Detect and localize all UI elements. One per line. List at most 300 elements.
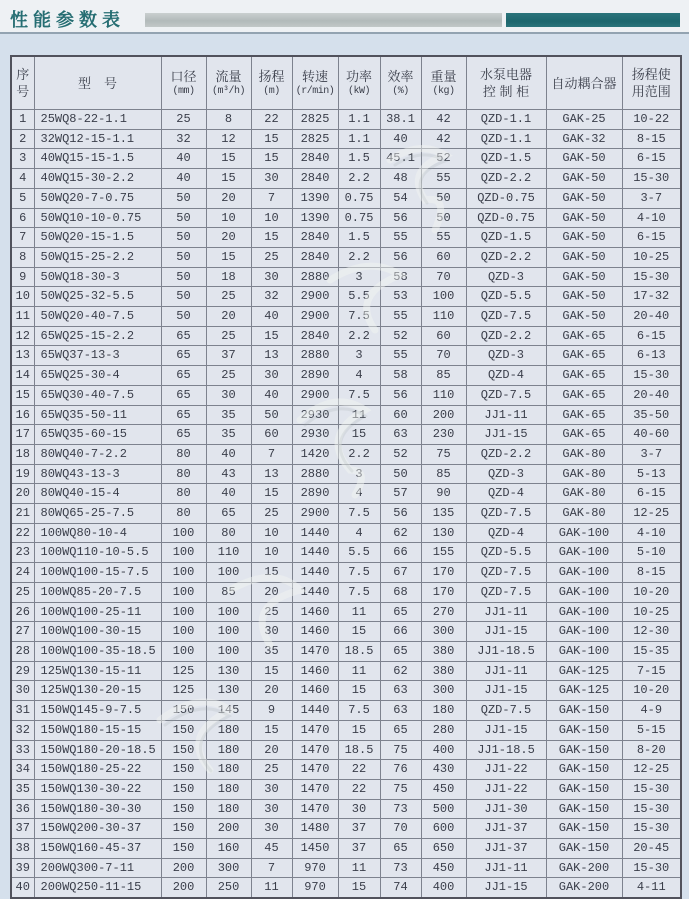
cell-flow: 160 — [206, 839, 251, 859]
table-row — [11, 602, 681, 622]
cell-coupler: GAK-150 — [546, 740, 622, 760]
cell-diameter: 150 — [161, 760, 206, 780]
cell-cabinet: JJ1-11 — [466, 661, 546, 681]
column-header-index — [11, 56, 34, 110]
cell-diameter: 25 — [161, 110, 206, 130]
cell-diameter: 65 — [161, 405, 206, 425]
table-row — [11, 169, 681, 189]
cell-diameter: 150 — [161, 819, 206, 839]
cell-head: 13 — [251, 464, 292, 484]
cell-model: 150WQ130-30-22 — [34, 779, 161, 799]
cell-speed: 1480 — [292, 819, 338, 839]
cell-speed: 1440 — [292, 563, 338, 583]
cell-coupler: GAK-150 — [546, 799, 622, 819]
cell-index: 17 — [11, 425, 34, 445]
cell-model: 100WQ100-35-18.5 — [34, 641, 161, 661]
cell-power: 15 — [338, 878, 380, 898]
cell-model: 200WQ300-7-11 — [34, 858, 161, 878]
cell-cabinet: QZD-3 — [466, 464, 546, 484]
cell-flow: 300 — [206, 858, 251, 878]
table-row — [11, 149, 681, 169]
cell-model: 50WQ10-10-0.75 — [34, 208, 161, 228]
cell-coupler: GAK-200 — [546, 878, 622, 898]
cell-model: 80WQ40-15-4 — [34, 484, 161, 504]
cell-cabinet: QZD-1.1 — [466, 110, 546, 130]
cell-diameter: 150 — [161, 740, 206, 760]
cell-efficiency: 63 — [380, 425, 421, 445]
cell-power: 37 — [338, 819, 380, 839]
cell-head: 15 — [251, 326, 292, 346]
cell-range: 4-10 — [622, 523, 681, 543]
cell-head: 20 — [251, 740, 292, 760]
cell-speed: 2840 — [292, 247, 338, 267]
cell-efficiency: 67 — [380, 563, 421, 583]
cell-head: 45 — [251, 839, 292, 859]
cell-coupler: GAK-50 — [546, 228, 622, 248]
cell-weight: 450 — [421, 858, 466, 878]
cell-model: 50WQ18-30-3 — [34, 267, 161, 287]
column-header-diameter — [161, 56, 206, 110]
cell-index: 39 — [11, 858, 34, 878]
cell-flow: 37 — [206, 346, 251, 366]
cell-index: 38 — [11, 839, 34, 859]
cell-efficiency: 52 — [380, 326, 421, 346]
cell-flow: 180 — [206, 779, 251, 799]
cell-power: 5.5 — [338, 543, 380, 563]
table-head — [11, 56, 681, 110]
table-row — [11, 444, 681, 464]
cell-index: 18 — [11, 444, 34, 464]
cell-head: 30 — [251, 799, 292, 819]
cell-coupler: GAK-65 — [546, 326, 622, 346]
cell-weight: 300 — [421, 622, 466, 642]
cell-speed: 2880 — [292, 464, 338, 484]
cell-power: 2.2 — [338, 444, 380, 464]
cell-cabinet: JJ1-11 — [466, 602, 546, 622]
cell-coupler: GAK-50 — [546, 287, 622, 307]
cell-cabinet: JJ1-11 — [466, 858, 546, 878]
cell-index: 11 — [11, 307, 34, 327]
cell-cabinet: JJ1-18.5 — [466, 740, 546, 760]
cell-index: 22 — [11, 523, 34, 543]
cell-flow: 100 — [206, 622, 251, 642]
cell-index: 24 — [11, 563, 34, 583]
cell-index: 32 — [11, 720, 34, 740]
cell-model: 100WQ85-20-7.5 — [34, 582, 161, 602]
cell-diameter: 100 — [161, 563, 206, 583]
cell-speed: 2880 — [292, 346, 338, 366]
cell-head: 20 — [251, 582, 292, 602]
cell-coupler: GAK-100 — [546, 582, 622, 602]
cell-head: 15 — [251, 720, 292, 740]
cell-weight: 100 — [421, 287, 466, 307]
title-bar — [0, 0, 689, 34]
cell-head: 25 — [251, 504, 292, 524]
table-row — [11, 858, 681, 878]
table-row — [11, 760, 681, 780]
cell-head: 10 — [251, 208, 292, 228]
cell-index: 35 — [11, 779, 34, 799]
cell-coupler: GAK-80 — [546, 444, 622, 464]
cell-efficiency: 62 — [380, 523, 421, 543]
cell-flow: 15 — [206, 247, 251, 267]
cell-weight: 75 — [421, 444, 466, 464]
cell-cabinet: QZD-7.5 — [466, 504, 546, 524]
cell-range: 15-30 — [622, 267, 681, 287]
cell-efficiency: 65 — [380, 720, 421, 740]
cell-range: 10-20 — [622, 582, 681, 602]
cell-diameter: 150 — [161, 720, 206, 740]
cell-flow: 130 — [206, 681, 251, 701]
cell-weight: 85 — [421, 464, 466, 484]
cell-range: 6-15 — [622, 228, 681, 248]
table-row — [11, 622, 681, 642]
cell-model: 150WQ145-9-7.5 — [34, 701, 161, 721]
cell-power: 4 — [338, 366, 380, 386]
cell-efficiency: 68 — [380, 582, 421, 602]
cell-range: 6-13 — [622, 346, 681, 366]
table-row — [11, 582, 681, 602]
cell-model: 125WQ130-20-15 — [34, 681, 161, 701]
table-row — [11, 563, 681, 583]
cell-model: 65WQ37-13-3 — [34, 346, 161, 366]
cell-diameter: 32 — [161, 129, 206, 149]
cell-coupler: GAK-65 — [546, 346, 622, 366]
cell-speed: 2840 — [292, 326, 338, 346]
cell-index: 12 — [11, 326, 34, 346]
cell-index: 2 — [11, 129, 34, 149]
table-row — [11, 247, 681, 267]
cell-range: 15-30 — [622, 169, 681, 189]
column-header-power-line2: (kW) — [347, 85, 370, 97]
cell-flow: 100 — [206, 602, 251, 622]
cell-cabinet: QZD-1.5 — [466, 228, 546, 248]
cell-weight: 90 — [421, 484, 466, 504]
cell-model: 40WQ15-30-2.2 — [34, 169, 161, 189]
cell-speed: 1440 — [292, 523, 338, 543]
cell-model: 100WQ80-10-4 — [34, 523, 161, 543]
table-row — [11, 228, 681, 248]
cell-diameter: 150 — [161, 799, 206, 819]
cell-index: 30 — [11, 681, 34, 701]
cell-coupler: GAK-150 — [546, 819, 622, 839]
cell-speed: 2890 — [292, 484, 338, 504]
cell-weight: 600 — [421, 819, 466, 839]
cell-range: 6-15 — [622, 149, 681, 169]
cell-head: 11 — [251, 878, 292, 898]
cell-speed: 1470 — [292, 799, 338, 819]
table-row — [11, 287, 681, 307]
column-header-range — [622, 56, 681, 110]
title-stripe-gray — [145, 13, 502, 27]
cell-cabinet: QZD-7.5 — [466, 307, 546, 327]
cell-cabinet: QZD-7.5 — [466, 701, 546, 721]
cell-diameter: 150 — [161, 701, 206, 721]
cell-power: 15 — [338, 622, 380, 642]
cell-diameter: 65 — [161, 366, 206, 386]
cell-model: 80WQ43-13-3 — [34, 464, 161, 484]
cell-power: 11 — [338, 661, 380, 681]
cell-range: 12-25 — [622, 504, 681, 524]
cell-cabinet: QZD-1.5 — [466, 149, 546, 169]
cell-head: 15 — [251, 129, 292, 149]
cell-coupler: GAK-125 — [546, 681, 622, 701]
cell-diameter: 65 — [161, 326, 206, 346]
column-header-weight — [421, 56, 466, 110]
cell-head: 25 — [251, 760, 292, 780]
cell-cabinet: QZD-1.1 — [466, 129, 546, 149]
cell-flow: 40 — [206, 444, 251, 464]
cell-weight: 400 — [421, 878, 466, 898]
cell-efficiency: 48 — [380, 169, 421, 189]
cell-flow: 20 — [206, 188, 251, 208]
cell-diameter: 150 — [161, 779, 206, 799]
cell-speed: 1470 — [292, 779, 338, 799]
cell-diameter: 65 — [161, 346, 206, 366]
cell-index: 8 — [11, 247, 34, 267]
cell-coupler: GAK-50 — [546, 169, 622, 189]
cell-flow: 10 — [206, 208, 251, 228]
cell-speed: 1440 — [292, 582, 338, 602]
column-header-head-line1: 扬程 — [258, 68, 285, 84]
cell-index: 5 — [11, 188, 34, 208]
cell-efficiency: 60 — [380, 405, 421, 425]
cell-efficiency: 40 — [380, 129, 421, 149]
cell-index: 19 — [11, 464, 34, 484]
cell-flow: 12 — [206, 129, 251, 149]
cell-model: 65WQ35-50-11 — [34, 405, 161, 425]
cell-head: 7 — [251, 188, 292, 208]
cell-index: 25 — [11, 582, 34, 602]
cell-weight: 430 — [421, 760, 466, 780]
cell-flow: 18 — [206, 267, 251, 287]
cell-efficiency: 55 — [380, 307, 421, 327]
cell-coupler: GAK-50 — [546, 307, 622, 327]
cell-power: 15 — [338, 425, 380, 445]
cell-cabinet: QZD-2.2 — [466, 169, 546, 189]
cell-index: 37 — [11, 819, 34, 839]
cell-flow: 80 — [206, 523, 251, 543]
cell-head: 15 — [251, 563, 292, 583]
cell-cabinet: QZD-3 — [466, 267, 546, 287]
cell-model: 50WQ20-15-1.5 — [34, 228, 161, 248]
column-header-index-line2: 号 — [16, 84, 30, 99]
cell-model: 150WQ200-30-37 — [34, 819, 161, 839]
cell-head: 30 — [251, 169, 292, 189]
cell-coupler: GAK-50 — [546, 208, 622, 228]
cell-index: 31 — [11, 701, 34, 721]
cell-index: 6 — [11, 208, 34, 228]
cell-model: 50WQ20-40-7.5 — [34, 307, 161, 327]
cell-range: 15-30 — [622, 779, 681, 799]
cell-power: 0.75 — [338, 188, 380, 208]
cell-coupler: GAK-50 — [546, 188, 622, 208]
cell-model: 40WQ15-15-1.5 — [34, 149, 161, 169]
cell-cabinet: QZD-5.5 — [466, 543, 546, 563]
cell-index: 14 — [11, 366, 34, 386]
performance-parameter-table — [10, 55, 682, 899]
cell-diameter: 200 — [161, 858, 206, 878]
cell-power: 3 — [338, 346, 380, 366]
cell-flow: 145 — [206, 701, 251, 721]
cell-diameter: 100 — [161, 602, 206, 622]
table-row — [11, 188, 681, 208]
cell-model: 200WQ250-11-15 — [34, 878, 161, 898]
cell-model: 150WQ160-45-37 — [34, 839, 161, 859]
cell-index: 1 — [11, 110, 34, 130]
cell-coupler: GAK-65 — [546, 366, 622, 386]
cell-range: 35-50 — [622, 405, 681, 425]
cell-speed: 1390 — [292, 188, 338, 208]
cell-flow: 180 — [206, 760, 251, 780]
cell-cabinet: JJ1-18.5 — [466, 641, 546, 661]
cell-cabinet: QZD-4 — [466, 523, 546, 543]
cell-power: 7.5 — [338, 385, 380, 405]
cell-speed: 1420 — [292, 444, 338, 464]
cell-cabinet: JJ1-22 — [466, 760, 546, 780]
cell-coupler: GAK-200 — [546, 858, 622, 878]
cell-speed: 2900 — [292, 287, 338, 307]
cell-weight: 380 — [421, 661, 466, 681]
cell-diameter: 80 — [161, 504, 206, 524]
table-row — [11, 405, 681, 425]
cell-range: 10-25 — [622, 602, 681, 622]
table-row — [11, 543, 681, 563]
table-row — [11, 701, 681, 721]
column-header-efficiency — [380, 56, 421, 110]
cell-diameter: 65 — [161, 385, 206, 405]
cell-cabinet: QZD-7.5 — [466, 582, 546, 602]
cell-index: 27 — [11, 622, 34, 642]
table-row — [11, 484, 681, 504]
cell-flow: 43 — [206, 464, 251, 484]
cell-efficiency: 73 — [380, 799, 421, 819]
cell-index: 16 — [11, 405, 34, 425]
cell-weight: 70 — [421, 267, 466, 287]
cell-coupler: GAK-100 — [546, 523, 622, 543]
cell-efficiency: 54 — [380, 188, 421, 208]
cell-power: 15 — [338, 681, 380, 701]
table-row — [11, 129, 681, 149]
table-row — [11, 799, 681, 819]
cell-range: 5-15 — [622, 720, 681, 740]
column-header-diameter-line1: 口径 — [170, 68, 197, 84]
cell-coupler: GAK-65 — [546, 385, 622, 405]
cell-weight: 380 — [421, 641, 466, 661]
cell-diameter: 150 — [161, 839, 206, 859]
cell-efficiency: 50 — [380, 464, 421, 484]
cell-head: 7 — [251, 444, 292, 464]
cell-weight: 155 — [421, 543, 466, 563]
column-header-head-line2: (m) — [263, 85, 280, 97]
cell-range: 10-22 — [622, 110, 681, 130]
cell-weight: 400 — [421, 740, 466, 760]
column-header-weight-line1: 重量 — [430, 68, 457, 84]
cell-flow: 110 — [206, 543, 251, 563]
cell-diameter: 40 — [161, 149, 206, 169]
cell-coupler: GAK-150 — [546, 701, 622, 721]
cell-coupler: GAK-80 — [546, 484, 622, 504]
cell-power: 2.2 — [338, 169, 380, 189]
cell-efficiency: 57 — [380, 484, 421, 504]
cell-coupler: GAK-65 — [546, 425, 622, 445]
cell-power: 1.1 — [338, 110, 380, 130]
cell-range: 8-15 — [622, 563, 681, 583]
table-row — [11, 307, 681, 327]
cell-weight: 135 — [421, 504, 466, 524]
cell-weight: 60 — [421, 326, 466, 346]
cell-index: 3 — [11, 149, 34, 169]
cell-coupler: GAK-32 — [546, 129, 622, 149]
cell-speed: 1460 — [292, 681, 338, 701]
cell-coupler: GAK-150 — [546, 720, 622, 740]
cell-model: 150WQ180-15-15 — [34, 720, 161, 740]
cell-flow: 130 — [206, 661, 251, 681]
cell-weight: 130 — [421, 523, 466, 543]
cell-efficiency: 56 — [380, 385, 421, 405]
cell-range: 15-30 — [622, 819, 681, 839]
cell-flow: 20 — [206, 307, 251, 327]
cell-index: 15 — [11, 385, 34, 405]
cell-weight: 270 — [421, 602, 466, 622]
cell-model: 65WQ30-40-7.5 — [34, 385, 161, 405]
column-header-cabinet — [466, 56, 546, 110]
cell-flow: 25 — [206, 366, 251, 386]
cell-power: 5.5 — [338, 287, 380, 307]
cell-power: 7.5 — [338, 701, 380, 721]
cell-weight: 180 — [421, 701, 466, 721]
cell-flow: 180 — [206, 740, 251, 760]
cell-weight: 110 — [421, 307, 466, 327]
cell-flow: 200 — [206, 819, 251, 839]
cell-range: 4-10 — [622, 208, 681, 228]
cell-power: 7.5 — [338, 563, 380, 583]
cell-flow: 20 — [206, 228, 251, 248]
cell-coupler: GAK-150 — [546, 839, 622, 859]
cell-flow: 100 — [206, 563, 251, 583]
cell-model: 32WQ12-15-1.1 — [34, 129, 161, 149]
cell-range: 6-15 — [622, 326, 681, 346]
cell-head: 50 — [251, 405, 292, 425]
cell-weight: 170 — [421, 582, 466, 602]
cell-diameter: 50 — [161, 307, 206, 327]
cell-weight: 42 — [421, 110, 466, 130]
cell-speed: 2900 — [292, 307, 338, 327]
cell-coupler: GAK-125 — [546, 661, 622, 681]
cell-efficiency: 65 — [380, 641, 421, 661]
cell-power: 3 — [338, 464, 380, 484]
cell-power: 15 — [338, 720, 380, 740]
cell-flow: 35 — [206, 405, 251, 425]
cell-efficiency: 45.1 — [380, 149, 421, 169]
cell-head: 60 — [251, 425, 292, 445]
cell-cabinet: JJ1-15 — [466, 878, 546, 898]
cell-speed: 2840 — [292, 169, 338, 189]
cell-coupler: GAK-50 — [546, 247, 622, 267]
cell-model: 150WQ180-20-18.5 — [34, 740, 161, 760]
cell-efficiency: 38.1 — [380, 110, 421, 130]
cell-head: 30 — [251, 366, 292, 386]
cell-coupler: GAK-65 — [546, 405, 622, 425]
cell-index: 10 — [11, 287, 34, 307]
cell-speed: 1470 — [292, 641, 338, 661]
table-row — [11, 346, 681, 366]
cell-power: 0.75 — [338, 208, 380, 228]
cell-head: 20 — [251, 681, 292, 701]
cell-index: 23 — [11, 543, 34, 563]
cell-power: 4 — [338, 523, 380, 543]
cell-weight: 60 — [421, 247, 466, 267]
